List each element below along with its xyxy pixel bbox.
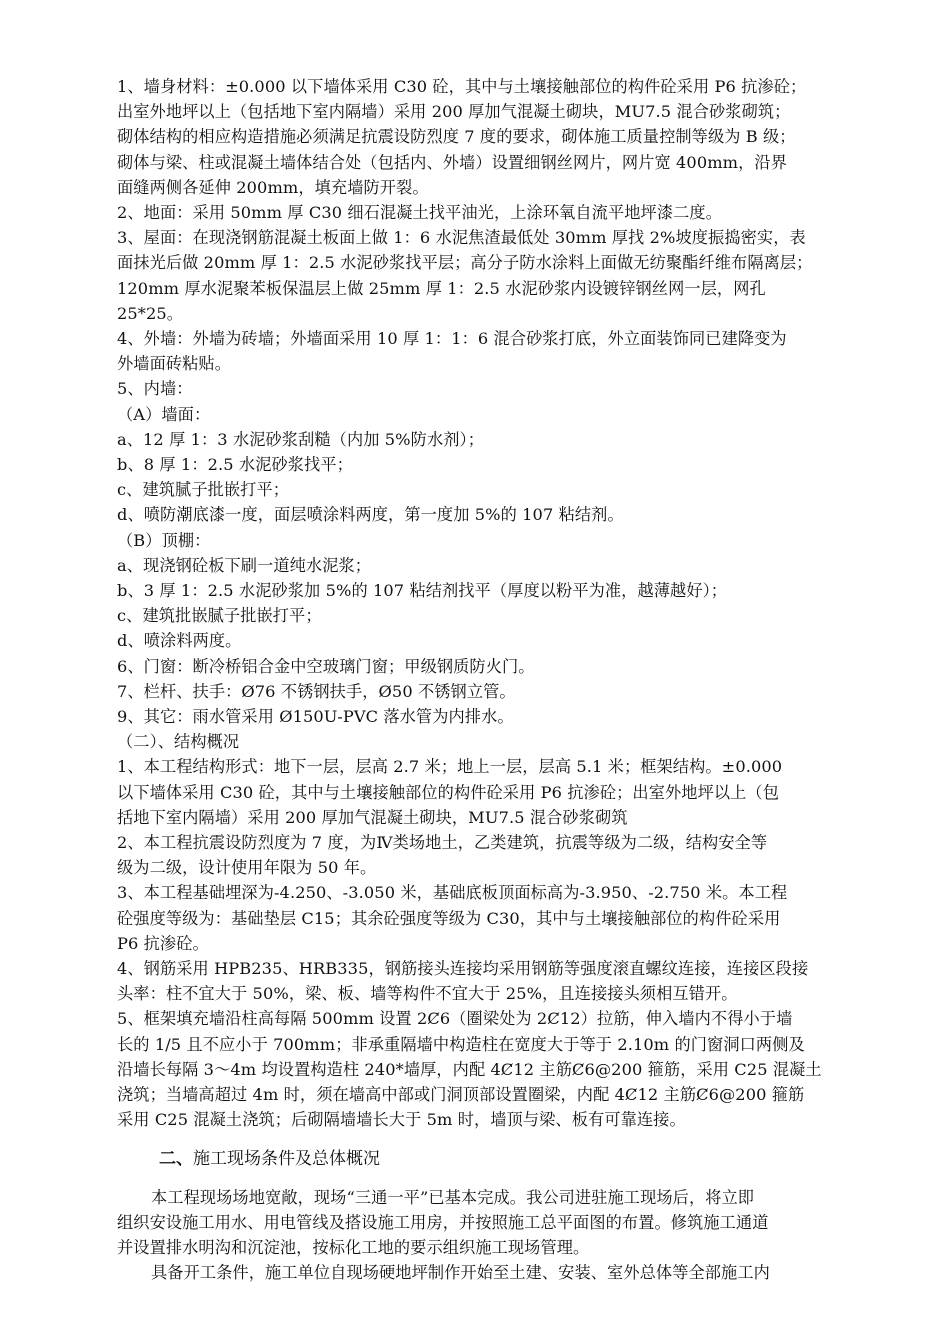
text-line: 砌体与梁、柱或混凝土墙体结合处（包括内、外墙）设置细钢丝网片，网片宽 400mm，沿界 [117, 153, 787, 172]
text-line: 外墙面砖粘贴。 [117, 354, 232, 373]
section-title: 施工现场条件及总体概况 [193, 1149, 380, 1169]
text-line: 采用 C25 混凝土浇筑；后砌隔墙墙长大于 5m 时，墙顶与梁、板有可靠连接。 [117, 1110, 686, 1129]
text-line: 25*25。 [117, 304, 184, 323]
text-line: 5、框架填充墙沿柱高每隔 500mm 设置 2Ȼ6（圈梁处为 2Ȼ12）拉筋，伸入墙内不得小于墙 [117, 1009, 793, 1028]
paragraph-line: 本工程现场场地宽敞，现场“三通一平”已基本完成。我公司进驻施工现场后，将立即 [151, 1188, 755, 1207]
text-line: 5、内墙： [117, 379, 193, 398]
paragraph-line: 组织安设施工用水、用电管线及搭设施工用房，并按照施工总平面图的布置。修筑施工通道 [117, 1213, 769, 1232]
text-line: 3、屋面：在现浇钢筋混凝土板面上做 1：6 水泥焦渣最低处 30mm 厚找 2%坡度振捣密实，表 [117, 228, 806, 247]
text-line: 头率：柱不宜大于 50%，梁、板、墙等构件不宜大于 25%，且连接接头须相互错开。 [117, 984, 738, 1003]
text-line: 9、其它：雨水管采用 Ø150U-PVC 落水管为内排水。 [117, 707, 514, 726]
text-line: 120mm 厚水泥聚苯板保温层上做 25mm 厚 1：2.5 水泥砂浆内设镀锌钢丝网一层，网孔 [117, 279, 766, 298]
text-line: d、喷防潮底漆一度，面层喷涂料两度，第一度加 5%的 107 粘结剂。 [117, 505, 624, 524]
text-line: 2、地面：采用 50mm 厚 C30 细石混凝土找平油光，上涂环氧自流平地坪漆二度。 [117, 203, 722, 222]
text-line: 砼强度等级为：基础垫层 C15；其余砼强度等级为 C30，其中与土壤接触部位的构件砼采用 [117, 909, 781, 928]
text-line: P6 抗渗砼。 [117, 934, 209, 953]
text-line: 砌体结构的相应构造措施必须满足抗震设防烈度 7 度的要求，砌体施工质量控制等级为 B 级； [117, 127, 796, 146]
section-number: 二、 [159, 1149, 193, 1169]
text-line: 长的 1/5 且不应小于 700mm；非承重隔墙中构造柱在宽度大于等于 2.10m 的门窗洞口两侧及 [117, 1035, 805, 1054]
text-line: b、8 厚 1：2.5 水泥砂浆找平； [117, 455, 353, 474]
text-line: 浇筑；当墙高超过 4m 时，须在墙高中部或门洞顶部设置圈梁，内配 4Ȼ12 主筋Ȼ6@200 箍筋 [117, 1085, 805, 1104]
paragraph-line: 并设置排水明沟和沉淀池，按标化工地的要示组织施工现场管理。 [117, 1238, 590, 1257]
text-line: 面抹光后做 20mm 厚 1：2.5 水泥砂浆找平层；高分子防水涂料上面做无纺聚酯纤维布隔离层； [117, 253, 813, 272]
paragraph-line: 具备开工条件，施工单位自现场硬地坪制作开始至土建、安装、室外总体等全部施工内 [151, 1263, 770, 1282]
text-line: 级为二级，设计使用年限为 50 年。 [117, 858, 377, 877]
text-line: 沿墙长每隔 3～4m 均设置构造柱 240*墙厚，内配 4Ȼ12 主筋Ȼ6@200 箍筋，采用 C25 混凝土 [117, 1060, 822, 1079]
text-line: 面缝两侧各延伸 200mm，填充墙防开裂。 [117, 178, 429, 197]
text-line: 2、本工程抗震设防烈度为 7 度，为Ⅳ类场地土，乙类建筑，抗震等级为二级，结构安全等 [117, 833, 768, 852]
text-line: （A）墙面： [117, 405, 211, 424]
text-line: 1、墙身材料：±0.000 以下墙体采用 C30 砼，其中与土壤接触部位的构件砼采用 P6 抗渗砼； [117, 77, 807, 96]
text-line: 4、钢筋采用 HPB235、HRB335，钢筋接头连接均采用钢筋等强度滚直螺纹连接，连接区段接 [117, 959, 809, 978]
text-line: b、3 厚 1：2.5 水泥砂浆加 5%的 107 粘结剂找平（厚度以粉平为准，越薄越好）； [117, 581, 728, 600]
section-heading [159, 1146, 879, 1172]
text-line: 7、栏杆、扶手：Ø76 不锈钢扶手，Ø50 不锈钢立管。 [117, 682, 516, 701]
text-line: c、建筑腻子批嵌打平； [117, 480, 290, 499]
text-line: 1、本工程结构形式：地下一层，层高 2.7 米；地上一层，层高 5.1 米；框架结构。±0.000 [117, 757, 783, 776]
section-subheading: （二）、结构概况 [117, 732, 240, 751]
text-line: a、12 厚 1：3 水泥砂浆刮糙（内加 5%防水剂）； [117, 430, 484, 449]
text-line: 括地下室内隔墙）采用 200 厚加气混凝土砌块，MU7.5 混合砂浆砌筑 [117, 808, 628, 827]
text-line: 以下墙体采用 C30 砼，其中与土壤接触部位的构件砼采用 P6 抗渗砼；出室外地坪以上（包 [117, 783, 780, 802]
text-line: a、现浇钢砼板下刷一道纯水泥浆； [117, 556, 372, 575]
text-line: （B）顶棚： [117, 531, 211, 550]
text-line: 4、外墙：外墙为砖墙；外墙面采用 10 厚 1：1：6 混合砂浆打底，外立面装饰同已建降变为 [117, 329, 787, 348]
text-line: 3、本工程基础埋深为-4.250、-3.050 米，基础底板顶面标高为-3.950、-2.750 米。本工程 [117, 883, 788, 902]
text-line: 出室外地坪以上（包括地下室内隔墙）采用 200 厚加气混凝土砌块，MU7.5 混合砂浆砌筑； [117, 102, 791, 121]
text-line: 6、门窗：断冷桥铝合金中空玻璃门窗；甲级钢质防火门。 [117, 657, 535, 676]
text-line: c、建筑批嵌腻子批嵌打平； [117, 606, 322, 625]
text-line: d、喷涂料两度。 [117, 631, 242, 650]
